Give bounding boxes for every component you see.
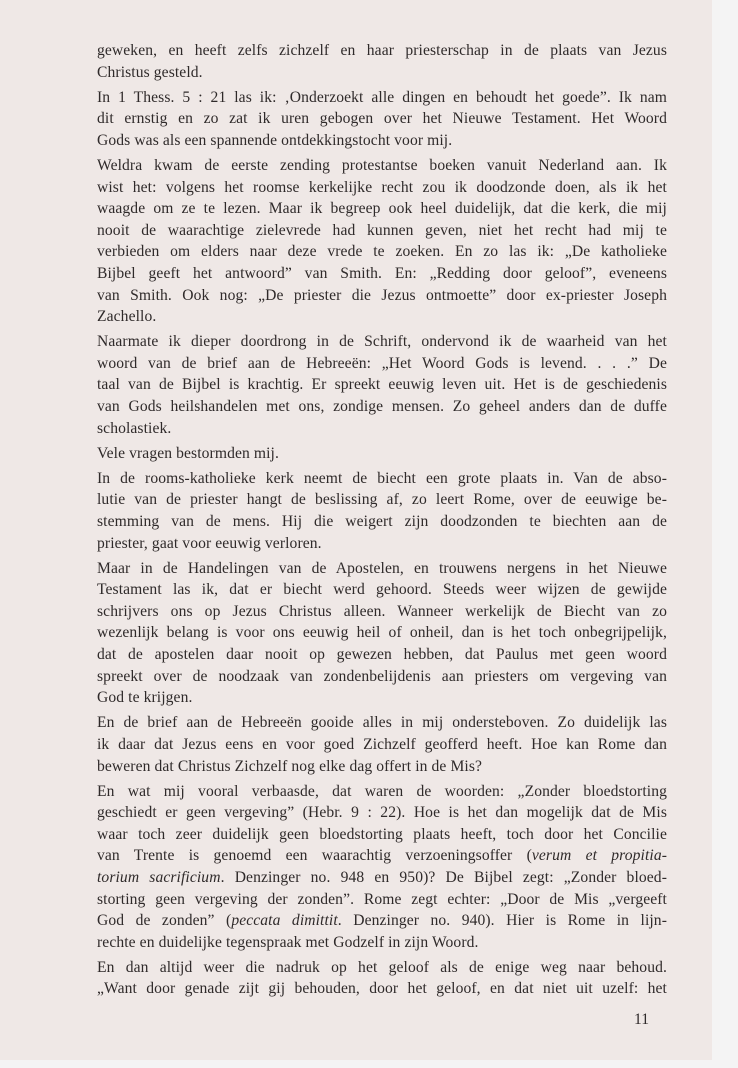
text-segment: taal van de Bijbel is krachtig. Er spreekt eeuwig leven uit. Het is de geschiedenis [97,376,667,394]
text-line [97,87,667,109]
text-line [97,978,667,1000]
text-segment: rechte en duidelijke tegenspraak met Godzelf in zijn Woord. [97,933,479,951]
text-segment: Naarmate ik dieper doordrong in de Schrift, ondervond ik de waarheid van het [97,333,667,351]
text-line [97,867,667,889]
text-line [97,558,667,580]
text-line [97,910,667,932]
text-segment: En de brief aan de Hebreeën gooide alles in mij ondersteboven. Zo duidelijk las [97,714,667,732]
text-line [97,40,667,62]
text-segment: van Trente is genoemd een waarachtig verzoeningsoffer ( [97,847,532,865]
text-segment: God de zonden” ( [97,912,232,930]
text-line [97,579,667,601]
text-segment: stemming van de mens. Hij die weigert zijn doodzonden te biechten aan de [97,512,667,530]
text-line [97,889,667,911]
text-line [97,353,667,375]
paragraph [97,331,667,439]
text-line [97,306,667,328]
text-segment: Bijbel geeft het antwoord” van Smith. En: „Redding door geloof”, eveneens [97,264,667,282]
body-text [97,40,667,1000]
text-segment: Vele vragen bestormden mij. [97,444,279,462]
text-segment: van Gods heilshandelen met ons, zondige mensen. Zo geheel anders dan de duffe [97,398,667,415]
text-segment: En wat mij vooral verbaasde, dat waren de woorden: „Zonder bloedstorting [97,782,667,800]
page-number: 11 [634,1011,650,1028]
text-segment: Testament las ik, dat er biecht werd gehoord. Steeds weer wijzen de gewijde [97,581,667,599]
paragraph [97,712,667,777]
text-line [97,666,667,688]
text-line [97,374,667,396]
text-segment: „Want door genade zijt gij behouden, door het geloof, en dat niet uit uzelf: het [97,980,667,998]
text-segment: waar toch zeer duidelijk geen bloedstorting plaats heeft, toch door het Concilie [97,825,667,843]
text-segment: scholastiek. [97,419,172,437]
text-line [97,511,667,533]
text-line [97,468,667,490]
text-segment: lutie van de priester hangt de beslissing af, zo leert Rome, over de eeuwige be- [97,491,667,509]
paragraph [97,87,667,152]
text-segment: geweken, en heeft zelfs zichzelf en haar priesterschap in de plaats van Jezus [97,42,667,59]
text-line [97,622,667,644]
text-segment: wist het: volgens het roomse kerkelijke recht zou ik doodzonde doen, als ik het [97,178,667,196]
text-line [97,198,667,220]
text-segment: Maar in de Handelingen van de Apostelen, en trouwens nergens in het Nieuwe [97,559,667,577]
text-segment: storting geen vergeving der zonden”. Rome zegt echter: „Door de Mis „vergeeft [97,890,667,908]
text-segment: ik daar dat Jezus eens en voor goed Zichzelf geofferd heeft. Hoe kan Rome dan [97,735,667,753]
text-line [97,130,667,152]
text-segment: woord van de brief aan de Hebreeën: „Het Woord Gods is levend. . . .” De [97,354,667,372]
text-segment: dit ernstig en zo zat ik uren gebogen over het Nieuwe Testament. Het Woord [97,110,667,128]
text-line [97,734,667,756]
text-line [97,781,667,803]
text-segment: geschiedt er geen vergeving” (Hebr. 9 : 22). Hoe is het dan mogelijk dat de Mis [97,804,667,822]
text-line [97,331,667,353]
paragraph [97,558,667,709]
text-line [97,285,667,307]
text-segment: priester, gaat voor eeuwig verloren. [97,534,322,552]
text-line [97,957,667,979]
text-segment: wezenlijk belang is voor ons eeuwig heil of onheil, dan is het toch onbegrijpelijk, [97,624,667,642]
text-segment: van Smith. Ook nog: „De priester die Jezus ontmoette” door ex-priester Joseph [97,286,667,304]
text-segment: . Denzinger no. 940). Hier is Rome in lijn- [337,912,667,930]
text-line [97,687,667,709]
text-line [97,241,667,263]
text-line [97,418,667,440]
text-segment: Weldra kwam de eerste zending protestantse boeken vanuit Nederland aan. Ik [97,156,667,174]
text-line [97,644,667,666]
paragraph [97,443,667,465]
italic-text: peccata dimittit [231,912,338,930]
text-segment: In 1 Thess. 5 : 21 las ik: ‚Onderzoekt alle dingen en behoudt het goede”. Ik nam [97,88,667,106]
text-line [97,845,667,867]
text-line [97,824,667,846]
text-line [97,443,667,465]
text-line [97,177,667,199]
text-line [97,756,667,778]
paragraph [97,40,667,83]
text-segment: nooit de waarachtige zielevrede had kunnen geven, niet het recht had mij te [97,221,667,239]
text-segment: waagde om ze te lezen. Maar ik begreep ook heel duidelijk, dat die kerk, die mij [97,200,667,218]
text-line [97,62,667,84]
text-line [97,108,667,130]
text-line [97,533,667,555]
text-line [97,489,667,511]
text-line [97,932,667,954]
text-line [97,802,667,824]
paragraph [97,468,667,554]
italic-text: verum et propitia- [531,847,668,865]
paragraph [97,957,667,1000]
text-line [97,220,667,242]
text-segment: Zachello. [97,308,157,326]
text-line [97,155,667,177]
paragraph [97,155,667,328]
text-segment: spreekt over de noodzaak van zondenbelijdenis aan priesters om vergeving van [97,667,667,685]
text-segment: En dan altijd weer die nadruk op het geloof als de enige weg naar behoud. [97,958,667,976]
text-segment: In de rooms-katholieke kerk neemt de biecht een grote plaats in. Van de abso- [97,469,667,487]
text-segment: verbieden om elders naar deze vrede te zoeken. En zo las ik: „De katholieke [97,243,667,261]
text-line [97,396,667,418]
text-line [97,263,667,285]
text-segment: Christus gesteld. [97,63,203,81]
text-line [97,712,667,734]
text-line [97,601,667,623]
text-segment: beweren dat Christus Zichzelf nog elke dag offert in de Mis? [97,757,483,775]
text-segment: God te krijgen. [97,689,193,707]
text-segment: . Denzinger no. 948 en 950)? De Bijbel zegt: „Zonder bloed- [220,868,667,886]
text-segment: schrijvers ons op Jezus Christus alleen. Wanneer werkelijk de Biecht van zo [97,602,667,620]
text-segment: dat de apostelen daar nooit op gewezen hebben, dat Paulus met geen woord [97,646,667,664]
text-segment: Gods was als een spannende ontdekkingstocht voor mij. [97,131,453,149]
paragraph [97,781,667,954]
italic-text: torium sacrificium [97,868,221,886]
